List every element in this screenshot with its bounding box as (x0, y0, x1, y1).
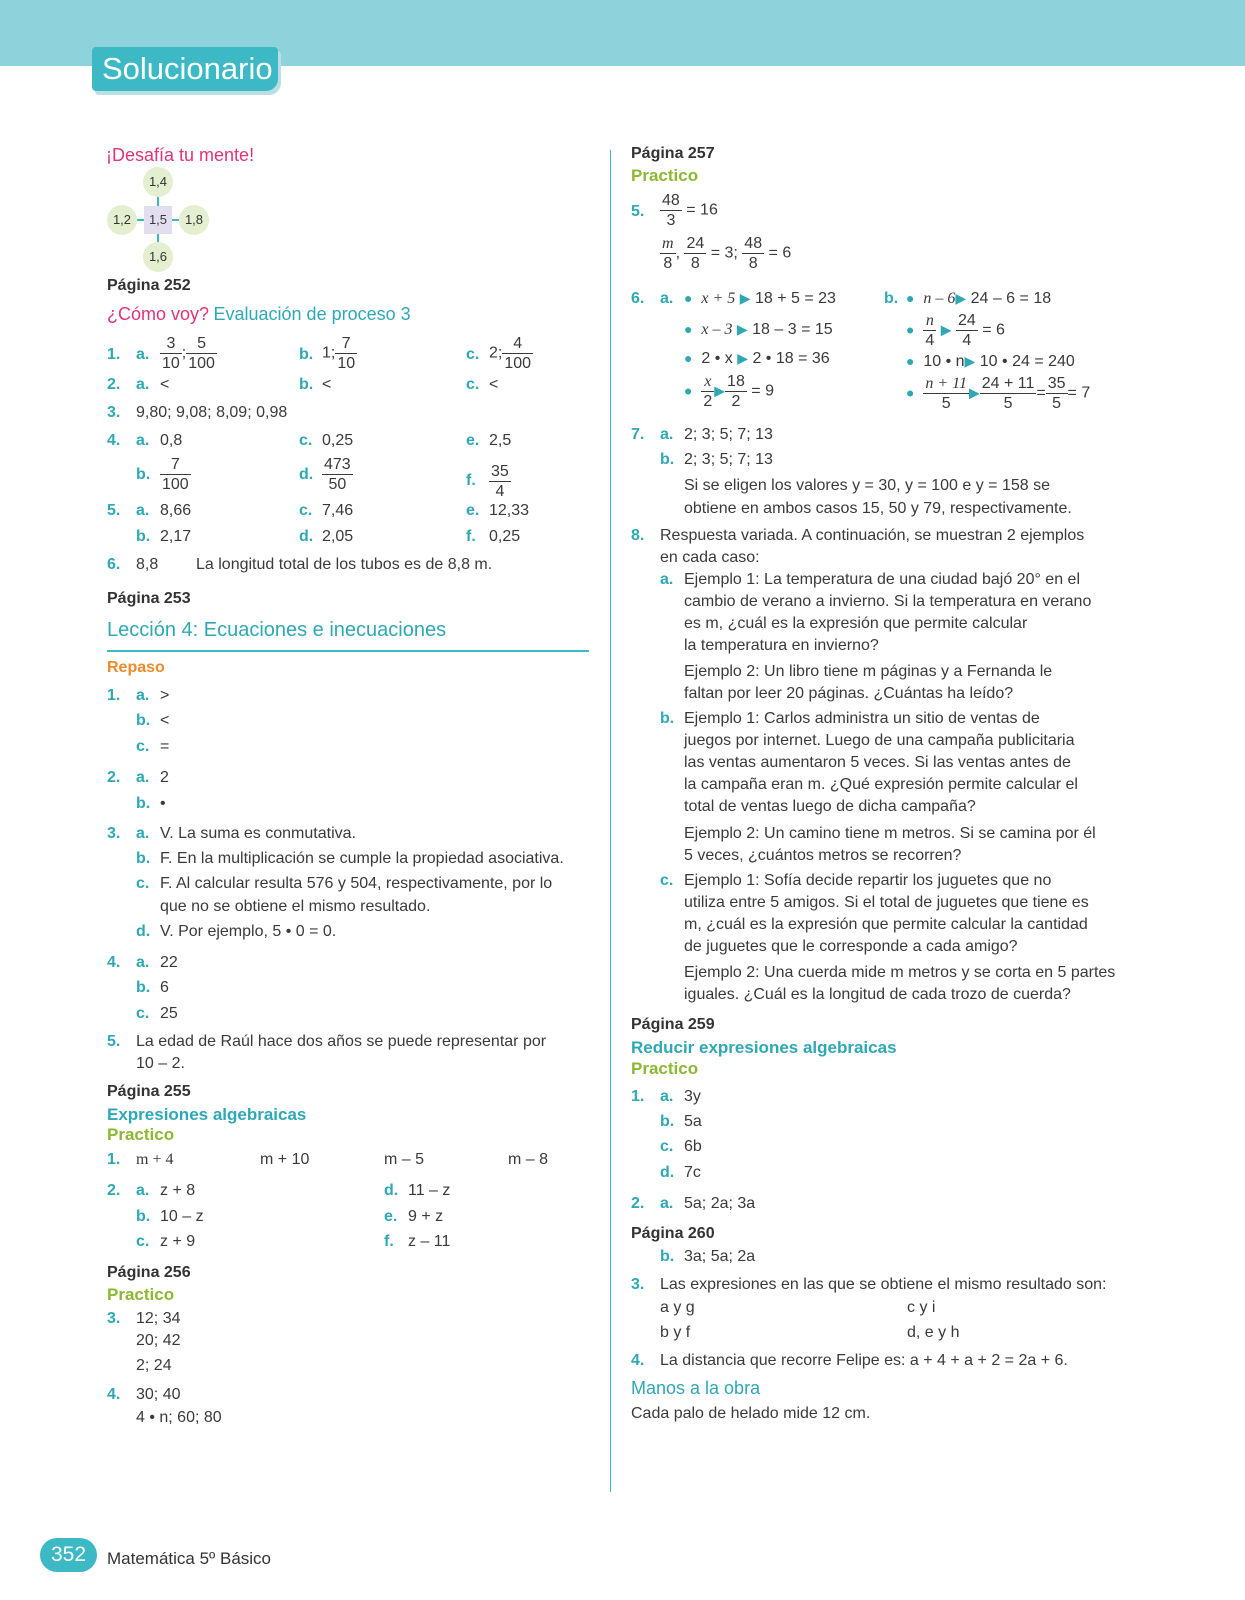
item-letter: f. (466, 472, 476, 489)
value: b y f (660, 1324, 691, 1341)
fraction-den: 8 (663, 255, 673, 272)
value: < (322, 376, 332, 393)
item-letter: b. (136, 850, 151, 867)
item-letter: b. (660, 1248, 675, 1265)
lesson-title: Lección 4: Ecuaciones e inecuaciones (107, 619, 447, 641)
answer-text: juegos por internet. Luego de una campaña publicitaria (684, 732, 1075, 749)
value: 5a; 2a; 3a (684, 1195, 756, 1212)
item-number: 6. (107, 556, 121, 573)
item-letter: e. (466, 432, 480, 449)
value: = 9 (751, 382, 774, 400)
value: 25 (160, 1005, 178, 1022)
practico-heading: Practico (107, 1125, 175, 1144)
practico-heading: Practico (107, 1285, 175, 1304)
practico-heading: Practico (631, 166, 699, 185)
fraction-num: 4 (502, 334, 533, 354)
expression: 11 – z (408, 1182, 451, 1199)
fraction-den: 5 (941, 395, 951, 412)
item-number: 1. (107, 1151, 121, 1168)
item-letter: c. (136, 1005, 150, 1022)
expression: z – 11 (408, 1233, 451, 1250)
answer-text: La edad de Raúl hace dos años se puede representar por (136, 1033, 547, 1050)
bullet-icon: ● (684, 350, 693, 366)
answer-text: es m, ¿cuál es la expresión que permite calcular (684, 615, 1028, 632)
fraction-den: 100 (504, 355, 532, 372)
footer-book: Matemática 5º Básico (107, 1549, 271, 1568)
bullet-icon: ● (906, 290, 915, 306)
value: 2; 24 (136, 1357, 172, 1374)
item-letter: d. (299, 528, 314, 545)
answer-text: m, ¿cuál es la expresión que permite calcular la cantidad (684, 916, 1088, 933)
answer-text: de juguetes que le corresponde a cada amigo? (684, 938, 1018, 955)
expression: 2 • 18 = 36 (752, 350, 830, 367)
fraction-num: 48 (662, 192, 680, 209)
item-letter: a. (136, 687, 150, 704)
arrow-icon: ▶ (714, 382, 726, 399)
fraction-den: 50 (328, 476, 347, 493)
expression: x – 3 (701, 321, 733, 338)
fraction-num: 35 (491, 463, 509, 480)
item-number: 3. (631, 1276, 645, 1293)
item-letter: b. (136, 795, 151, 812)
manos-heading: Manos a la obra (631, 1378, 761, 1398)
item-letter: c. (660, 1138, 674, 1155)
expression: m – 8 (508, 1151, 549, 1168)
bullet-icon: ● (906, 384, 915, 401)
fraction-den: 4 (962, 332, 972, 349)
value: = 6 (768, 244, 792, 262)
item-number: 2. (631, 1195, 645, 1212)
diagram-link (137, 219, 144, 221)
fraction-num: 473 (324, 456, 351, 473)
expression: 18 – 3 = 15 (752, 321, 833, 338)
item-letter: a. (136, 825, 150, 842)
item-letter: a. (136, 769, 150, 786)
item-letter: f. (466, 528, 476, 545)
answer-text: Ejemplo 1: La temperatura de una ciudad bajó 20° en el (684, 571, 1080, 588)
answer-text: Respuesta variada. A continuación, se muestran 2 ejemplos (660, 527, 1085, 544)
diagram-link (172, 219, 179, 221)
expression: m – 5 (384, 1151, 425, 1168)
heading-p252: Página 252 (107, 277, 191, 294)
value: = (1036, 384, 1046, 402)
value: = 6 (982, 321, 1005, 339)
fraction-den: 10 (337, 355, 356, 372)
answer-text: Ejemplo 1: Sofía decide repartir los juguetes que no (684, 872, 1052, 889)
diagram-top: 1,4 (143, 167, 173, 197)
heading-p257: Página 257 (631, 145, 715, 162)
expression: 10 – z (160, 1208, 204, 1225)
value: 12,33 (489, 502, 530, 519)
item-letter: a. (660, 426, 674, 443)
expression: m + 4 (136, 1151, 174, 1168)
value: 0,25 (322, 432, 354, 449)
item-letter: a. (660, 571, 674, 588)
item-letter: d. (384, 1182, 399, 1199)
value: 2,05 (322, 528, 354, 545)
bullet-icon: ● (684, 290, 693, 306)
item-letter: d. (299, 466, 314, 483)
diagram-bottom: 1,6 (143, 242, 173, 272)
answer-text: F. Al calcular resulta 576 y 504, respectivamente, por lo (160, 875, 553, 892)
fraction-den: 2 (703, 393, 713, 410)
value: 2; (489, 344, 503, 362)
answer-text: 5 veces, ¿cuántos metros se recorren? (684, 847, 962, 864)
bullet-icon: ● (906, 353, 915, 369)
answer-text: iguales. ¿Cuál es la longitud de cada trozo de cuerda? (684, 986, 1071, 1003)
item-letter: b. (884, 290, 899, 307)
arrow-icon: ▶ (736, 321, 748, 337)
fraction-num: 48 (744, 235, 763, 252)
value: a y g (660, 1299, 695, 1316)
fraction-den: 100 (162, 476, 189, 493)
item-number: 2. (107, 769, 121, 786)
answer-text: que no se obtiene el mismo resultado. (160, 898, 431, 915)
fraction-den: 5 (1003, 395, 1013, 412)
bullet-icon: ● (684, 382, 693, 399)
item-number: 4. (107, 432, 121, 449)
fraction-num: 7 (335, 334, 357, 354)
page-number: 352 (40, 1538, 97, 1572)
item-number: 5. (631, 203, 645, 220)
expression: n – 6 (923, 290, 956, 307)
answer-text: 10 – 2. (136, 1055, 185, 1072)
value: < (160, 712, 170, 729)
heading-p259: Página 259 (631, 1016, 715, 1033)
value: 8,66 (160, 502, 192, 519)
value: c y i (907, 1299, 936, 1316)
value: < (489, 376, 499, 393)
item-letter: b. (660, 710, 675, 727)
expression: z + 8 (160, 1182, 196, 1199)
value: = 16 (686, 201, 718, 219)
value: 6 (160, 979, 169, 996)
diagram-center: 1,5 (144, 206, 172, 234)
value: 6b (684, 1138, 702, 1155)
fraction-num: 24 (957, 312, 976, 329)
item-number: 8. (631, 527, 645, 544)
value: = (160, 738, 170, 755)
item-letter: c. (660, 872, 674, 889)
answer-text: en cada caso: (660, 549, 760, 566)
item-letter: c. (299, 432, 313, 449)
expression: 10 • n (923, 353, 965, 370)
fraction-den: 8 (748, 255, 758, 272)
expression: z + 9 (160, 1233, 196, 1250)
answer-text: la temperatura en invierno? (684, 637, 879, 654)
value: 9,80; 9,08; 8,09; 0,98 (136, 404, 288, 421)
item-number: 3. (107, 825, 121, 842)
value: = 7 (1067, 384, 1091, 402)
answer-text: obtiene en ambos casos 15, 50 y 79, respectivamente. (684, 500, 1072, 517)
item-letter: e. (384, 1208, 398, 1225)
item-letter: b. (136, 528, 151, 545)
subheading-expresiones: Expresiones algebraicas (107, 1105, 307, 1124)
answer-text: V. Por ejemplo, 5 • 0 = 0. (160, 923, 337, 940)
value: 3y (684, 1088, 701, 1105)
value: 2 (160, 769, 169, 786)
value: 2; 3; 5; 7; 13 (684, 426, 773, 443)
value: d, e y h (907, 1324, 960, 1341)
item-number: 3. (107, 404, 121, 421)
item-letter: c. (466, 346, 480, 363)
answer-text: Ejemplo 2: Un libro tiene m páginas y a Fernanda le (684, 663, 1053, 680)
item-number: 2. (107, 376, 121, 393)
item-letter: a. (660, 290, 674, 307)
answer-text: la campaña eran m. ¿Qué expresión permite calcular el (684, 776, 1078, 793)
arrow-icon: ▶ (968, 384, 980, 401)
answer-text: las ventas aumentaron 5 veces. Si las ventas antes de (684, 754, 1071, 771)
item-number: 4. (631, 1352, 645, 1369)
item-letter: f. (384, 1233, 394, 1250)
fraction-num: n (923, 311, 936, 331)
answer-text: cambio de verano a invierno. Si la temperatura en verano (684, 593, 1092, 610)
subheading-reducir: Reducir expresiones algebraicas (631, 1038, 897, 1057)
answer-text: F. En la multiplicación se cumple la propiedad asociativa. (160, 850, 564, 867)
item-number: 1. (107, 687, 121, 704)
expression: x + 5 (701, 290, 736, 307)
fraction-num: x (701, 372, 714, 392)
item-letter: e. (466, 502, 480, 519)
item-letter: a. (136, 1182, 150, 1199)
item-letter: a. (136, 376, 150, 393)
item-number: 4. (107, 954, 121, 971)
item-letter: b. (660, 1113, 675, 1130)
fraction-num: 7 (160, 455, 191, 475)
fraction-num: n + 11 (925, 375, 967, 392)
answer-text: Ejemplo 2: Una cuerda mide m metros y se corta en 5 partes (684, 964, 1116, 981)
item-letter: c. (136, 1233, 150, 1250)
value: 3a; 5a; 2a (684, 1248, 756, 1265)
item-number: 2. (107, 1182, 121, 1199)
lesson-underline (107, 650, 589, 652)
value: 7c (684, 1164, 701, 1181)
value: 2; 3; 5; 7; 13 (684, 451, 773, 468)
heading-p256: Página 256 (107, 1264, 191, 1281)
item-letter: a. (136, 432, 150, 449)
arrow-icon: ▶ (955, 290, 967, 306)
heading-p255: Página 255 (107, 1083, 191, 1100)
answer-text: faltan por leer 20 páginas. ¿Cuántas ha leído? (684, 685, 1014, 702)
answer-text: La longitud total de los tubos es de 8,8 m. (196, 556, 493, 573)
expression: 9 + z (408, 1208, 444, 1225)
bullet-icon: ● (684, 321, 693, 337)
answer-text: La distancia que recorre Felipe es: a + 4 + a + 2 = 2a + 6. (660, 1352, 1068, 1369)
item-letter: c. (136, 875, 150, 892)
arrow-icon: ▶ (940, 321, 952, 338)
evaluacion-proceso: Evaluación de proceso 3 (213, 304, 411, 324)
answer-text: Si se eligen los valores y = 30, y = 100 e y = 158 se (684, 477, 1050, 494)
item-letter: a. (136, 954, 150, 971)
fraction-den: 10 (162, 355, 180, 372)
item-letter: b. (136, 712, 151, 729)
value: 5a (684, 1113, 702, 1130)
expression: 2 • x (701, 350, 733, 367)
item-letter: b. (136, 466, 151, 483)
fraction-num: 18 (727, 373, 745, 390)
expression: m + 10 (260, 1151, 310, 1168)
answer-text: V. La suma es conmutativa. (160, 825, 356, 842)
value: 1; (322, 344, 336, 362)
heading-p253: Página 253 (107, 590, 191, 607)
item-number: 1. (107, 346, 121, 363)
desafia-heading: ¡Desafía tu mente! (106, 145, 255, 165)
answer-text: Cada palo de helado mide 12 cm. (631, 1405, 871, 1422)
expression: 18 + 5 = 23 (754, 290, 836, 307)
value: 30; 40 (136, 1386, 181, 1403)
item-number: 5. (107, 502, 121, 519)
value: 2,17 (160, 528, 192, 545)
value: 7,46 (322, 502, 354, 519)
fraction-den: 4 (495, 483, 505, 500)
value: = 3; (710, 244, 738, 262)
como-voy: ¿Cómo voy? (107, 304, 210, 324)
fraction-den: 8 (690, 255, 700, 272)
answer-text: Ejemplo 2: Un camino tiene m metros. Si se camina por él (684, 825, 1096, 842)
value: 8,8 (136, 556, 159, 573)
item-number: 5. (107, 1033, 121, 1050)
value: 12; 34 (136, 1310, 181, 1327)
item-number: 1. (631, 1088, 645, 1105)
value: 4 • n; 60; 80 (136, 1409, 222, 1426)
fraction-num: 24 + 11 (981, 375, 1035, 392)
item-letter: a. (136, 346, 150, 363)
item-number: 7. (631, 426, 645, 443)
answer-text: Ejemplo 1: Carlos administra un sitio de ventas de (684, 710, 1040, 727)
fraction-num: 5 (186, 334, 217, 354)
fraction-den: 2 (731, 393, 741, 410)
expression: 10 • 24 = 240 (979, 353, 1075, 370)
item-letter: b. (299, 346, 314, 363)
answer-text: Las expresiones en las que se obtiene el mismo resultado son: (660, 1276, 1107, 1293)
value: 20; 42 (136, 1332, 181, 1349)
column-divider (610, 150, 611, 1492)
fraction-num: 3 (160, 334, 182, 354)
value: 0,8 (160, 432, 183, 449)
item-letter: b. (660, 451, 675, 468)
item-letter: d. (136, 923, 151, 940)
arrow-icon: ▶ (737, 350, 748, 366)
fraction-den: 3 (666, 212, 676, 229)
fraction-num: 35 (1047, 375, 1066, 392)
item-letter: c. (136, 738, 150, 755)
separator: ; (181, 344, 187, 362)
repaso-heading: Repaso (107, 659, 165, 676)
value: < (160, 376, 170, 393)
item-letter: b. (299, 376, 314, 393)
item-number: 4. (107, 1386, 121, 1403)
item-letter: a. (136, 502, 150, 519)
fraction-den: 5 (1052, 395, 1062, 412)
item-letter: d. (660, 1164, 675, 1181)
item-number: 3. (107, 1310, 121, 1327)
value: 2,5 (489, 432, 512, 449)
item-letter: a. (660, 1195, 674, 1212)
fraction-num: m (662, 235, 674, 252)
item-letter: a. (660, 1088, 674, 1105)
answer-text: total de ventas luego de dicha campaña? (684, 798, 976, 815)
value: 22 (160, 954, 178, 971)
bullet-icon: ● (906, 321, 915, 338)
fraction-num: 24 (686, 235, 705, 252)
fraction-den: 4 (925, 332, 935, 349)
diagram-left: 1,2 (107, 205, 137, 235)
item-letter: c. (299, 502, 313, 519)
item-letter: b. (136, 1208, 151, 1225)
arrow-icon: ▶ (739, 290, 751, 306)
solucionario-title: Solucionario (92, 47, 278, 91)
value: • (160, 795, 166, 812)
arrow-icon: ▶ (964, 353, 976, 369)
expression: 24 – 6 = 18 (970, 290, 1052, 307)
value: 0,25 (489, 528, 521, 545)
fraction-den: 100 (188, 355, 215, 372)
value: > (160, 687, 170, 704)
item-letter: b. (136, 979, 151, 996)
item-letter: c. (466, 376, 480, 393)
heading-p260: Página 260 (631, 1225, 715, 1242)
diagram-right: 1,8 (179, 205, 209, 235)
answer-text: utiliza entre 5 amigos. Si el total de juguetes que tiene es (684, 894, 1089, 911)
item-number: 6. (631, 290, 645, 307)
practico-heading: Practico (631, 1059, 699, 1078)
